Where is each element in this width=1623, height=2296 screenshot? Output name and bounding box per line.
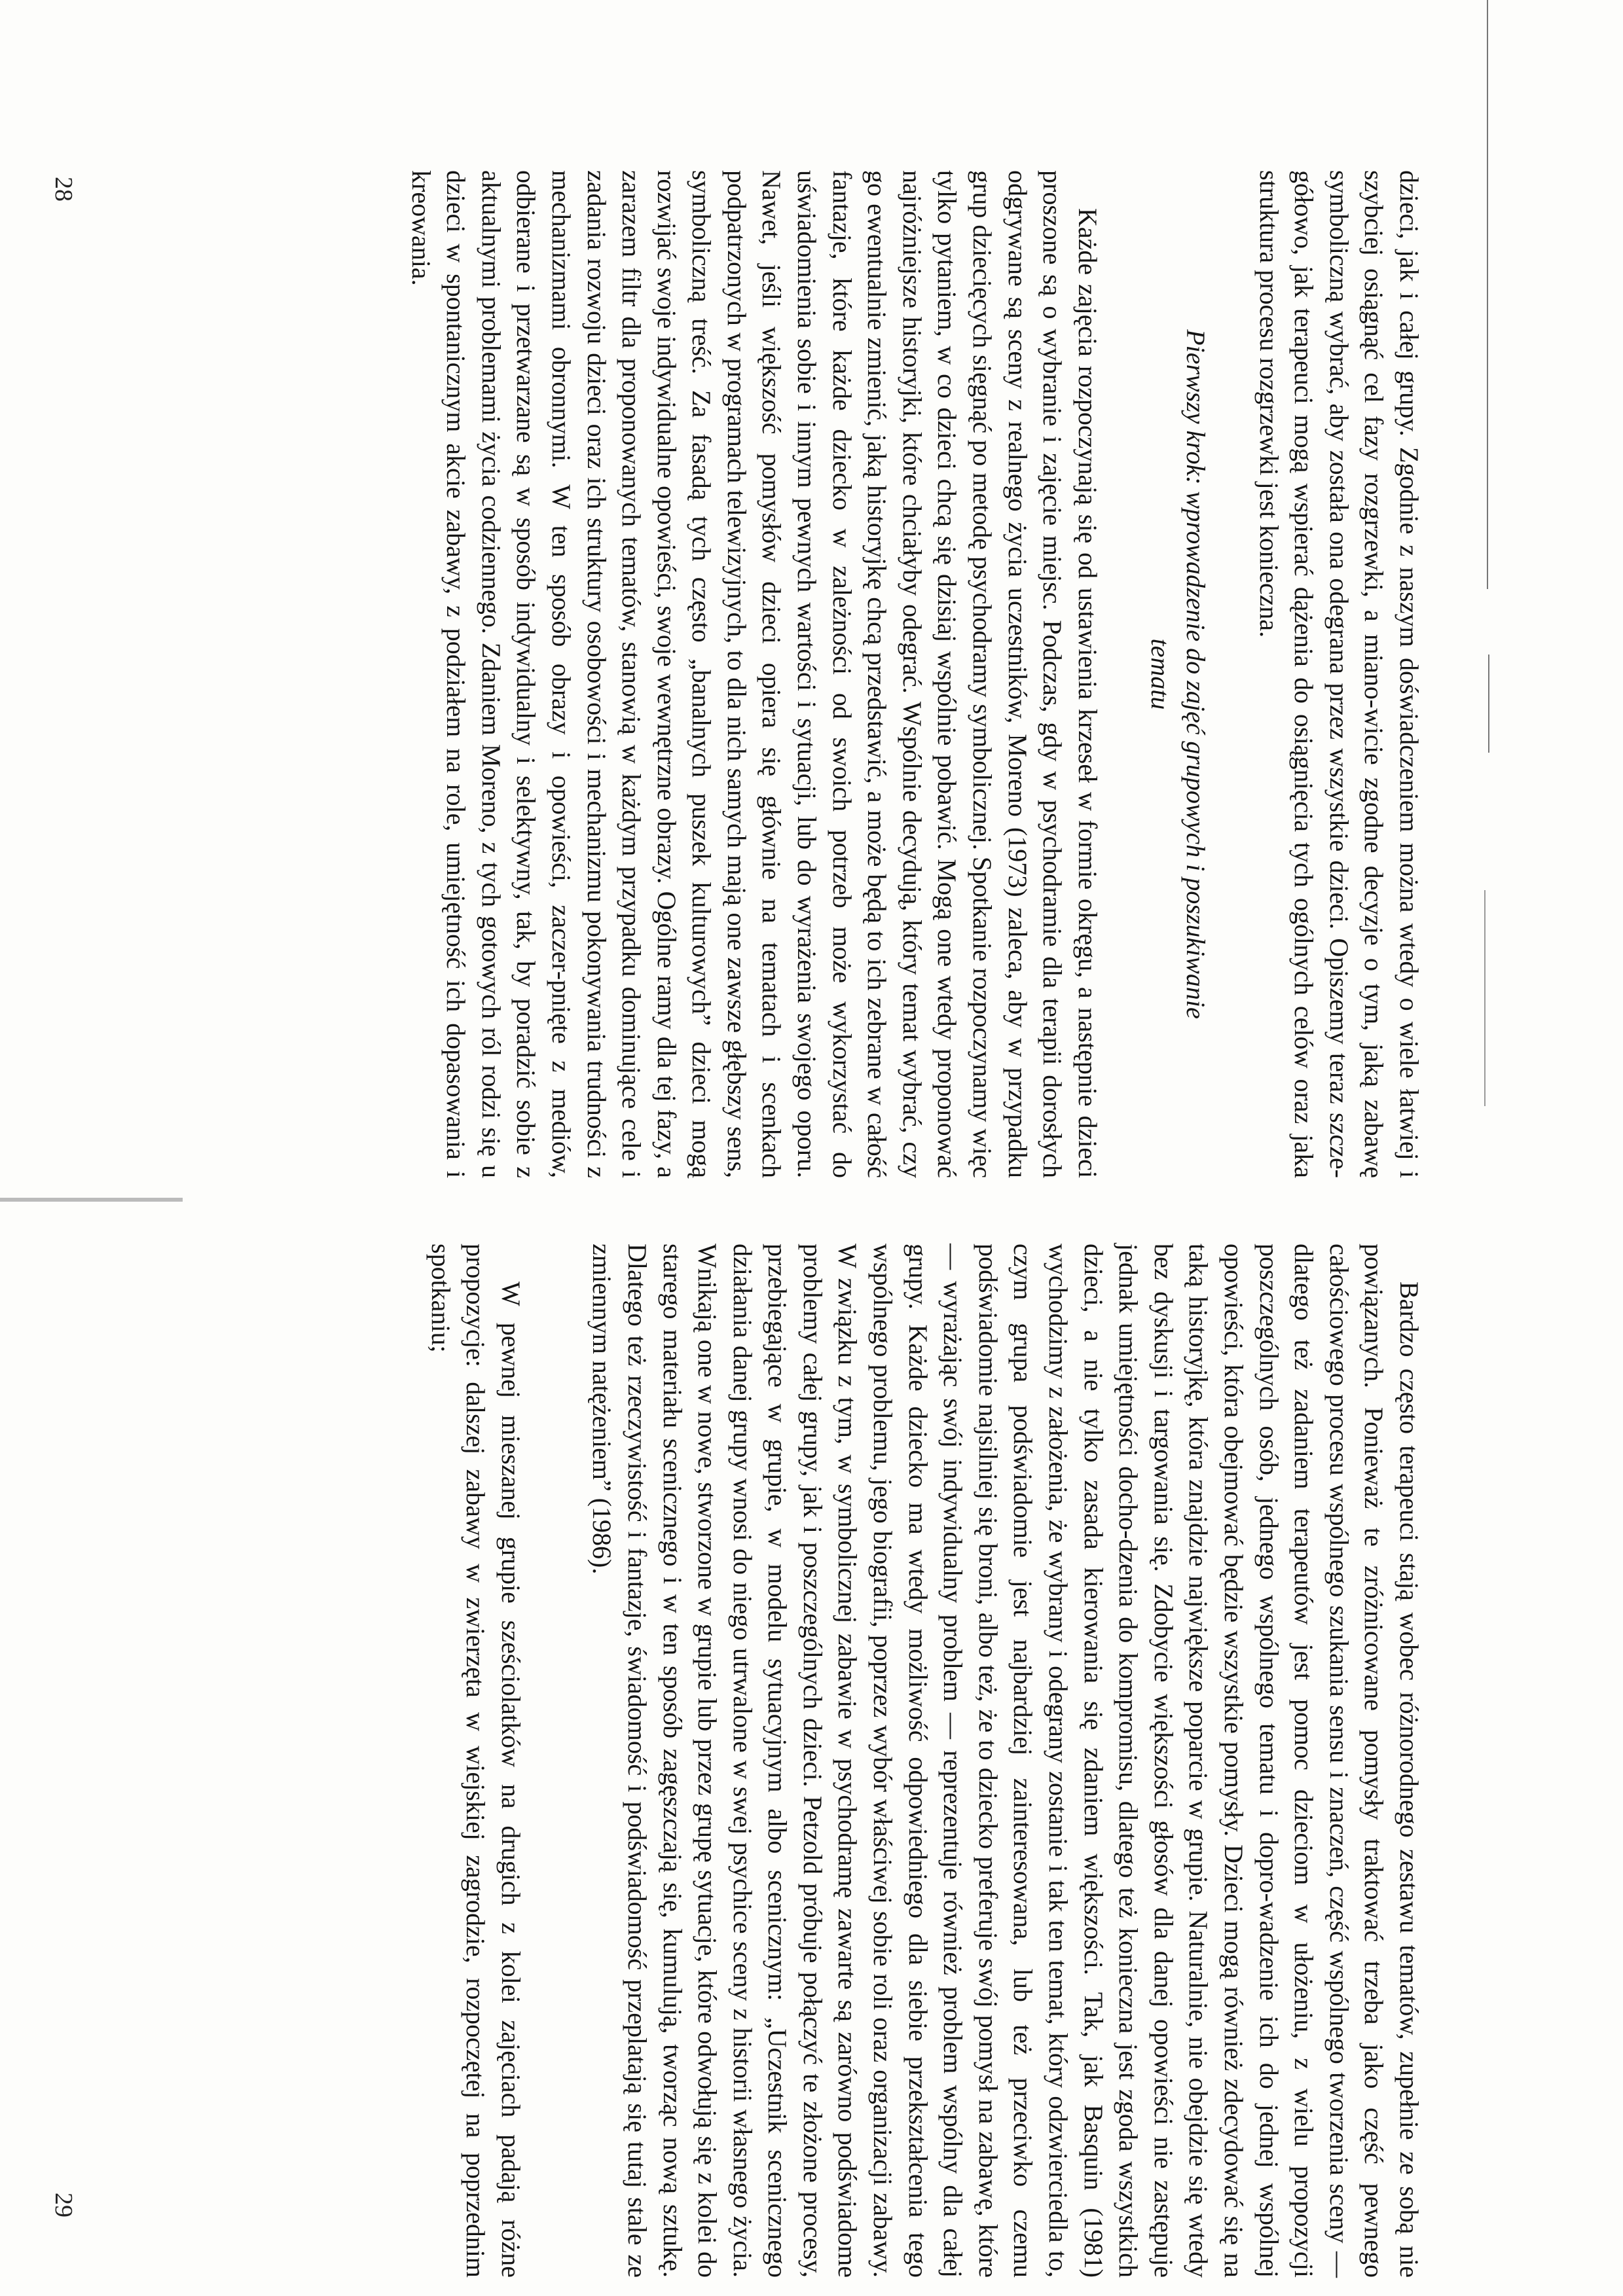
section-heading-line-1: Pierwszy krok: wprowadzenie do zajęć grupowych i poszukiwanie	[1181, 329, 1211, 1019]
paragraph-gap	[528, 1244, 585, 2278]
section-heading-line-2: tematu	[1146, 638, 1176, 710]
left-page	[117, 170, 1427, 1178]
page-number-right: 29	[50, 2193, 77, 2217]
paragraph-intro: dzieci, jak i całej grupy. Zgodnie z naszym doświadczeniem można wtedy o wiele łatwiej i szybciej osiągnąć cel fazy rozgrzewki, a miano-wicie zgodne decyzje o tym, jaką zabawę symboliczną wybrać, aby została ona odegrana przez wszystkie dzieci. Opiszemy teraz szcze-gółowo, jak terapeuci mogą wspierać dążenia do osiągnięcia tych ogólnych celów oraz jaka struktura procesu rozgrzewki jest konieczna.	[1254, 170, 1424, 1178]
right-page	[117, 1244, 1427, 2278]
paragraph-body: Każde zajęcia rozpoczynają się od ustawienia krzeseł w formie okręgu, a następnie dzieci proszone są o wybranie i zajęcie miejsc. Podczas, gdy w psychodramie dla terapii dorosłych odgrywane są sceny z realnego życia uczestników, Moreno (1973) zaleca, aby w przypadku grup dziecięcych sięgnąć po metodę psychodramy symbolicznej. Spotkanie rozpoczynamy więc tylko pytaniem, w co dzieci chcą się dzisiaj wspólnie pobawić. Mogą one wtedy proponować najróżniejsze historyjki, które chciałyby odegrać. Wspólnie decydują, który temat wybrać, czy go ewentualnie zmienić, jaką historyjkę chcą przedstawić, a może będą to ich zebrane w całość fantazje, które każde dziecko w zależności od swoich potrzeb może wykorzystać do uświadomienia sobie i innym pewnych wartości i sytuacji, lub do wyrażenia swojego oporu. Nawet, jeśli większość pomysłów dzieci opiera się głównie na tematach i scenkach podpatrzonych w programach telewizyjnych, to dla nich samych mają one zawsze głębszy sens, symboliczną treść. Za fasadą tych często „banalnych puszek kulturowych” dzieci mogą rozwijać swoje indywidualne opowieści, swoje wewnętrzne obrazy. Ogólne ramy dla tej fazy, a zarazem filtr dla proponowanych tematów, stanowią w każdym przypadku dominujące cele i zadania rozwoju dzieci oraz ich struktury osobowości i mechanizmu pokonywania trudności z mechanizmami obronnymi. W ten sposób obrazy i opowieści, zaczer-pnięte z mediów, odbierane i przetwarzane są w sposób indywidualny i selektywny, tak, by poradzić sobie z aktualnymi problemami życia codziennego. Zdaniem Moreno, z tych gotowych ról rodzi się u dzieci w spontanicznym akcie zabawy, z podziałem na role, umiejętność ich dopasowania i kreowania.	[406, 170, 1103, 1178]
paragraph-body: W pewnej mieszanej grupie sześciolatków na drugich z kolei zajęciach padają różne propozycje: dalszej zabawy w zwierzęta w wiejskiej zagrodzie, rozpoczętej na poprzednim spotkaniu;	[426, 1244, 526, 2278]
page-number-left: 28	[50, 177, 77, 202]
top-rule-right	[1484, 890, 1486, 1106]
section-heading	[1143, 170, 1213, 1178]
paragraph-body: Bardzo często terapeuci stają wobec różnorodnego zestawu tematów, zupełnie ze sobą nie powiązanych. Ponieważ te zróżnicowane pomysły traktować trzeba jako część pewnego całościowego procesu wspólnego szukania sensu i znaczeń, część wspólnego tworzenia sceny — dlatego też zadaniem terapeutów jest pomoc dzieciom w ułożeniu, z wielu propozycji poszczególnych osób, jednego wspólnego tematu i dopro-wadzenie ich do jednej wspólnej opowieści, która obejmować będzie wszystkie pomysły. Dzieci mogą również zdecydować się na taką historyjkę, która znajdzie największe poparcie w grupie. Naturalnie, nie obejdzie się wtedy bez dyskusji i targowania się. Zdobycie większości głosów dla danej opowieści nie zastępuje jednak umiejętności docho-dzenia do kompromisu, dlatego też konieczna jest zgoda wszystkich dzieci, a nie tylko zasada kierowania się zdaniem większości. Tak, jak Basquin (1981) wychodzimy z założenia, że wybrany i odegrany zostanie i tak ten temat, który odzwierciedla to, czym grupa podświadomie jest najbardziej zainteresowana, lub też przeciwko czemu podświadomie najsilniej się broni, albo też, że to dziecko preferuje swój pomysł na zabawę, które — wyrażając swój indywidualny problem — reprezentuje również problem wspólny dla całej grupy. Każde dziecko ma wtedy możliwość odpowiedniego dla siebie przekształcenia tego wspólnego problemu, jego biografii, poprzez wybór właściwej sobie roli oraz organizacji zabawy. W związku z tym, w symbolicznej zabawie w psychodramę zawarte są zarówno podświadome problemy całej grupy, jak i poszczególnych dzieci. Petzold próbuje połączyć te złożone procesy, przebiegające w grupie, w modelu sytuacyjnym albo scenicznym: „Uczestnik scenicznego działania danej grupy wnosi do niego utrwalone w swej psychice sceny z historii własnego życia. Wnikają one w nowe, stworzone w grupie lub przez grupę sytuacje, które odwołują się z kolei do starego materiału scenicznego i w ten sposób zagęszczają się, kumulują, tworząc nową sztukę. Dlatego też rzeczywistość i fantazje, świadomość i podświadomość przeplatają się tutaj stale ze zmiennym natężeniem” (1986).	[587, 1244, 1424, 2278]
gutter-shadow	[0, 1198, 183, 1202]
top-rule-mid	[1488, 655, 1489, 753]
top-rule-left	[1487, 0, 1488, 589]
